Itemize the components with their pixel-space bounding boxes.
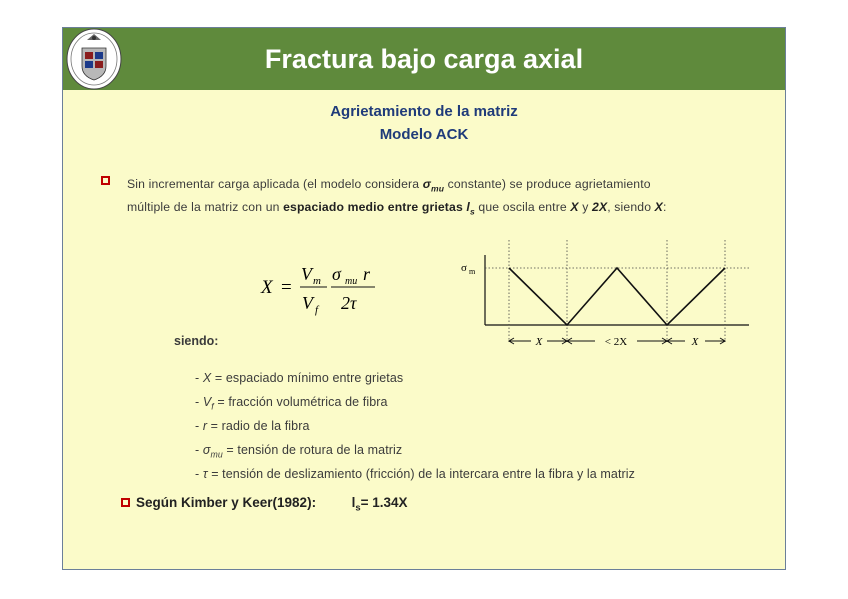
formula-sigma-sub: mu [345,276,358,287]
subtitle-line2: Modelo ACK [379,126,469,143]
ls-symbol: l [466,200,470,215]
slide-title: Fractura bajo carga axial [264,43,584,74]
definitions-list [195,369,635,489]
definition-item: - X = espaciado mínimo entre grietas [195,371,404,385]
bullet-square-icon [121,498,130,507]
graph-seg1-label: X [535,336,543,348]
formula-vf: V [302,293,313,313]
graph-seg3-label: X [691,336,699,348]
para-part4: , siendo [607,200,655,215]
subtitle-line1: Agrietamiento de la matriz [330,103,518,120]
ack-formula [259,253,389,323]
formula-vm: V [301,264,312,284]
graph-seg2-label: < 2X [604,336,628,348]
definition-item: - τ = tensión de deslizamiento (fricción) de la intercara entre la fibra y la matriz [195,467,636,481]
graph-ylabel-sub: m [469,267,476,276]
kimber-text: Según Kimber y Keer(1982): [136,495,317,510]
crack-stress-graph [457,235,757,355]
x-symbol-2: 2X [592,200,608,215]
definition-item: - $\sigma_{mu}$ = tensión de rotura de la matriz [195,443,403,460]
x-symbol-1: X [570,200,579,215]
formula-2tau: 2τ [341,293,357,313]
siendo-label: siendo: [174,334,219,348]
para-bold-phrase: espaciado medio entre grietas [283,200,467,215]
para-colon: : [662,200,667,215]
formula-r: r [363,264,371,284]
formula-sigma: σ [332,264,341,284]
formula-vm-sub: m [313,275,321,287]
slide [62,27,786,570]
ls-sub: s [469,206,475,217]
kimber-ls: $l_s$ [351,495,361,514]
bullet-square-icon [101,176,110,185]
para-y: y [578,200,593,215]
sigma-symbol: σ [422,177,431,191]
main-paragraph [127,175,687,222]
graph-stress-curve [509,268,725,325]
graph-ylabel: σ [461,262,467,274]
kimber-value: = 1.34X [360,495,408,510]
formula-equals: = [281,277,292,298]
x-symbol-3: X [654,200,663,215]
sigma-sub: mu [430,183,445,194]
para-part2: constante) se produce agrietamiento múltiple de la matriz con un [127,177,651,215]
definition-item: - $V_f$ = fracción volumétrica de fibra [195,395,388,412]
formula-lhs: X [261,277,273,298]
para-part3: que oscila entre [474,200,571,215]
definition-item: - r = radio de la fibra [195,419,310,433]
formula-vf-sub: f [315,304,319,316]
kimber-statement [136,495,408,514]
para-part1: Sin incrementar carga aplicada (el modelo considera [127,177,423,191]
